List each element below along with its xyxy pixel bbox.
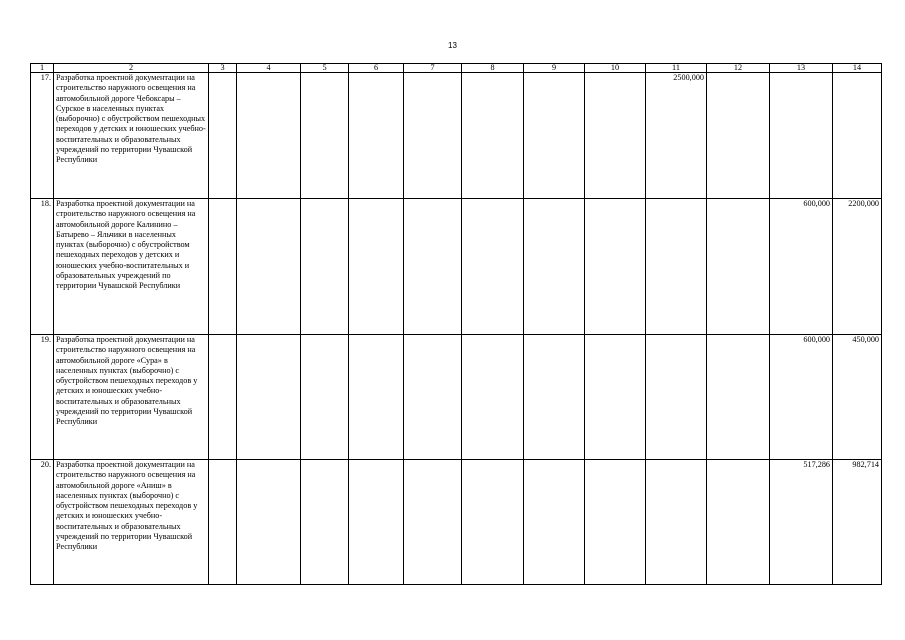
cell-col-9 [524, 460, 585, 585]
row-number: 17. [31, 73, 54, 199]
column-header-9: 9 [524, 64, 585, 73]
cell-col-5 [301, 73, 349, 199]
column-header-7: 7 [404, 64, 462, 73]
cell-col-13: 517,286 [770, 460, 833, 585]
cell-col-5 [301, 199, 349, 335]
cell-col-7 [404, 73, 462, 199]
cell-col-8 [462, 460, 524, 585]
page-number: 13 [448, 41, 457, 50]
cell-col-6 [349, 460, 404, 585]
row-number: 18. [31, 199, 54, 335]
cell-col-12 [707, 460, 770, 585]
table-row [31, 335, 882, 460]
budget-table [30, 63, 882, 585]
column-header-10: 10 [585, 64, 646, 73]
cell-col-14: 2200,000 [833, 199, 882, 335]
cell-col-7 [404, 460, 462, 585]
row-description: Разработка проектной документации на строительство наружного освещения на автомобильной дороге Чебоксары – Сурское в населенных пунктах (выборочно) с обустройством пешеходных переходов у детских и юношеских учебно-воспитательных и образовательных учреждений по территории Чувашской Республики [54, 73, 209, 199]
column-header-11: 11 [646, 64, 707, 73]
cell-col-9 [524, 335, 585, 460]
cell-col-12 [707, 73, 770, 199]
cell-col-7 [404, 199, 462, 335]
column-header-6: 6 [349, 64, 404, 73]
column-header-14: 14 [833, 64, 882, 73]
cell-col-4 [237, 73, 301, 199]
row-description: Разработка проектной документации на строительство наружного освещения на автомобильной дороге «Аниш» в населенных пунктах (выборочно) с обустройством пешеходных переходов у детских и юношеских учебно-воспитательных и образовательных учреждений по территории Чувашской Республики [54, 460, 209, 585]
cell-col-10 [585, 199, 646, 335]
cell-col-14: 982,714 [833, 460, 882, 585]
cell-col-11 [646, 199, 707, 335]
row-number: 19. [31, 335, 54, 460]
cell-col-8 [462, 335, 524, 460]
cell-col-4 [237, 199, 301, 335]
row-description: Разработка проектной документации на строительство наружного освещения на автомобильной дороге Калинино – Батырево – Яльчики в населенных пунктах (выборочно) с обустройством пешеходных переходов у детских и юношеских учебно-воспитательных и образовательных учреждений по территории Чувашской Республики [54, 199, 209, 335]
cell-col-4 [237, 460, 301, 585]
cell-col-12 [707, 199, 770, 335]
cell-col-9 [524, 73, 585, 199]
column-header-3: 3 [209, 64, 237, 73]
cell-col-13: 600,000 [770, 199, 833, 335]
cell-col-8 [462, 199, 524, 335]
column-header-8: 8 [462, 64, 524, 73]
cell-col-11 [646, 460, 707, 585]
column-header-1: 1 [31, 64, 54, 73]
row-description: Разработка проектной документации на строительство наружного освещения на автомобильной дороге «Сура» в населенных пунктах (выборочно) с обустройством пешеходных переходов у детских и юношеских учебно-воспитательных и образовательных учреждений по территории Чувашской Республики [54, 335, 209, 460]
cell-col-4 [237, 335, 301, 460]
cell-col-5 [301, 460, 349, 585]
cell-col-3 [209, 73, 237, 199]
column-header-2: 2 [54, 64, 209, 73]
cell-col-6 [349, 335, 404, 460]
cell-col-14 [833, 73, 882, 199]
cell-col-14: 450,000 [833, 335, 882, 460]
column-header-5: 5 [301, 64, 349, 73]
table-row [31, 460, 882, 585]
row-number: 20. [31, 460, 54, 585]
cell-col-6 [349, 199, 404, 335]
column-header-13: 13 [770, 64, 833, 73]
table-row [31, 73, 882, 199]
cell-col-3 [209, 199, 237, 335]
cell-col-13 [770, 73, 833, 199]
cell-col-8 [462, 73, 524, 199]
cell-col-9 [524, 199, 585, 335]
cell-col-6 [349, 73, 404, 199]
cell-col-10 [585, 460, 646, 585]
cell-col-11: 2500,000 [646, 73, 707, 199]
column-header-12: 12 [707, 64, 770, 73]
column-number-row [31, 64, 882, 73]
cell-col-7 [404, 335, 462, 460]
cell-col-11 [646, 335, 707, 460]
cell-col-13: 600,000 [770, 335, 833, 460]
cell-col-5 [301, 335, 349, 460]
column-header-4: 4 [237, 64, 301, 73]
table-row [31, 199, 882, 335]
cell-col-10 [585, 73, 646, 199]
cell-col-10 [585, 335, 646, 460]
cell-col-3 [209, 335, 237, 460]
cell-col-3 [209, 460, 237, 585]
cell-col-12 [707, 335, 770, 460]
